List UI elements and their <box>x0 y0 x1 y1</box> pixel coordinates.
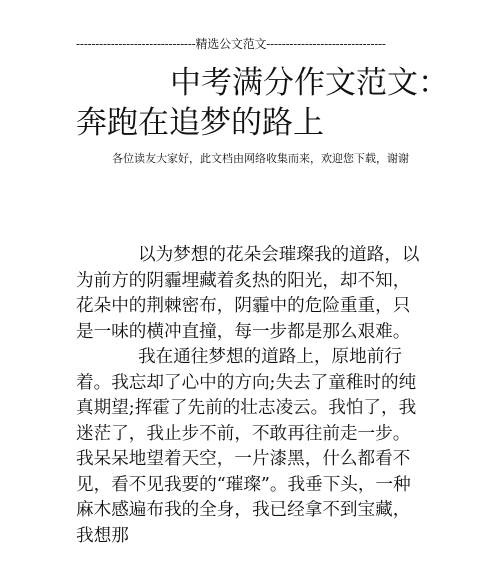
intro-note: 各位读友大家好，此文档由网络收集而来，欢迎您下载，谢谢 <box>112 152 409 165</box>
paragraph-2: 我在通往梦想的道路上，原地前行着。我忘却了心中的方向;失去了童稚时的纯真期望;挥霍了先前的壮志凌云。我怕了，我迷茫了，我止步不前，不敢再往前走一步。我呆呆地望着天空，一片漆黑，什么都看不见，看不见我要的“璀璨”。我垂下头，一种麻木感遍布我的全身，我已经拿不到宝藏，我想那 <box>76 347 417 546</box>
title-line-2: 奔跑在追梦的路上 <box>76 105 324 141</box>
header-banner: -------------------------------精选公文范文------------------------------- <box>76 37 386 51</box>
essay-body <box>76 243 426 549</box>
title-line-1: 中考满分作文范文： <box>170 65 449 101</box>
paragraph-1: 以为梦想的花朵会璀璨我的道路，以为前方的阴霾埋藏着炙热的阳光，却不知，花朵中的荆棘密布，阴霾中的危险重重，只是一味的横冲直撞，每一步都是那么艰难。 <box>76 245 420 342</box>
